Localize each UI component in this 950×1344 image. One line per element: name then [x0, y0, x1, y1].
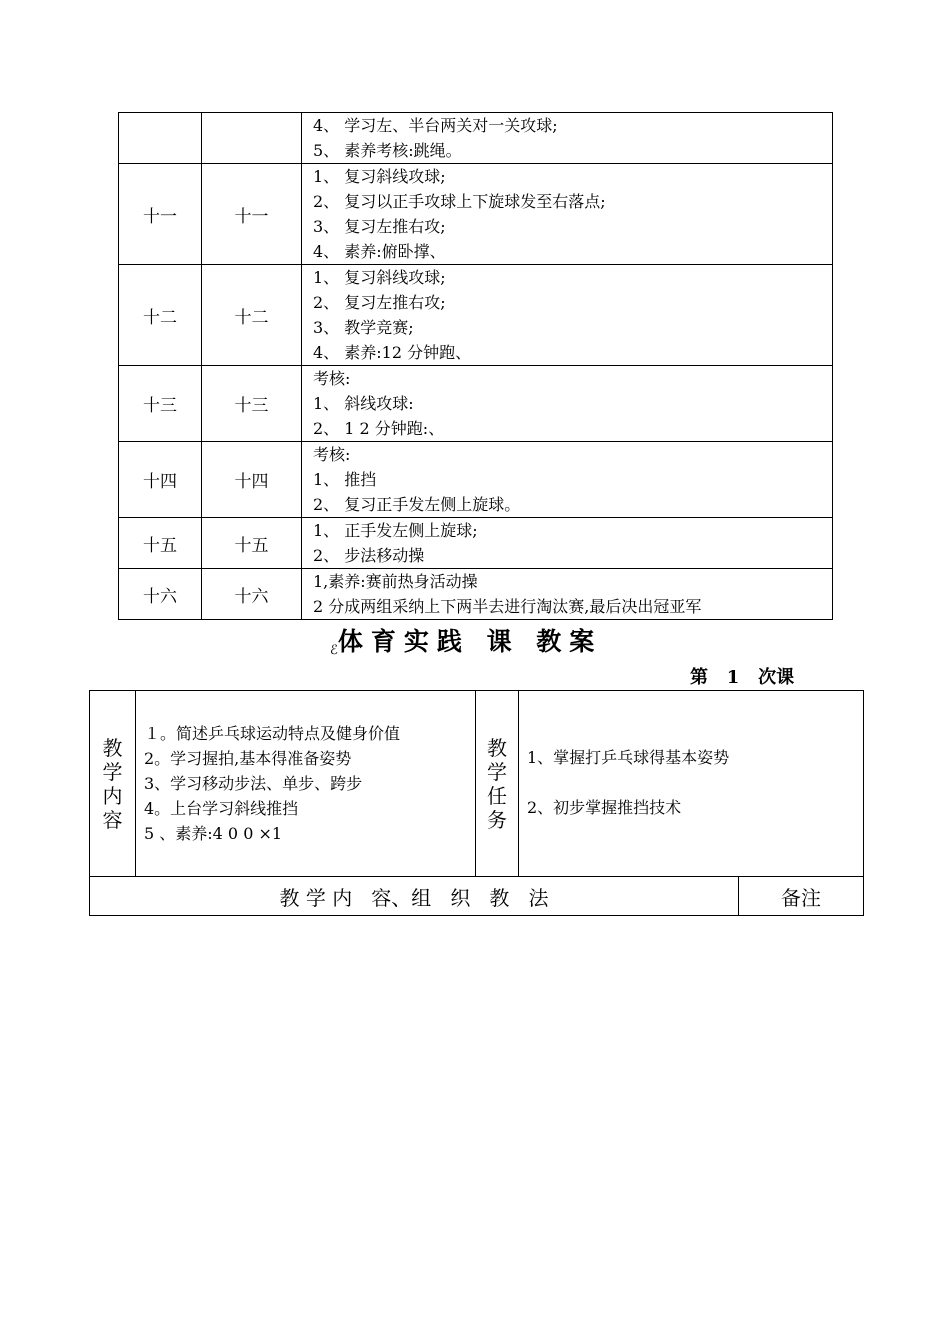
lesson-cell: 十六: [202, 569, 302, 620]
task-items: [519, 691, 864, 877]
content-line: 2、 复习左推右攻;: [313, 293, 446, 312]
content-item: 4。上台学习斜线推挡: [144, 799, 299, 818]
lesson-plan-table: [89, 690, 864, 916]
content-label: 教 学 内 容: [90, 691, 136, 877]
lesson-cell: 十二: [202, 265, 302, 366]
week-cell: 十六: [119, 569, 202, 620]
content-cell: [302, 366, 833, 442]
content-line: 1、 推挡: [313, 470, 377, 489]
content-line: 2、 复习正手发左侧上旋球。: [313, 495, 521, 514]
lesson-cell: 十一: [202, 164, 302, 265]
content-line: 5、 素养考核:跳绳。: [313, 141, 462, 160]
method-header: 教 学 内 容、组 织 教 法: [90, 877, 739, 916]
content-item: 5 、素养:4 0 0 ×1: [144, 824, 283, 843]
content-cell: [302, 164, 833, 265]
content-line: 2、 步法移动操: [313, 546, 425, 565]
content-line: 1,素养:赛前热身活动操: [313, 572, 478, 591]
content-line: 4、 素养:俯卧撑、: [313, 242, 446, 261]
content-line: 2 分成两组采纳上下两半去进行淘汰赛,最后决出冠亚军: [313, 597, 702, 616]
page-title: [330, 622, 602, 662]
schedule-row: [119, 442, 833, 518]
schedule-row: [119, 113, 833, 164]
schedule-body: [119, 113, 833, 620]
content-item: 2。学习握拍,基本得准备姿势: [144, 749, 352, 768]
week-cell: 十二: [119, 265, 202, 366]
title-text: 体育实践 课 教案: [337, 627, 603, 656]
content-line: 4、 学习左、半台两关对一关攻球;: [313, 116, 558, 135]
content-line: 1、 正手发左侧上旋球;: [313, 521, 478, 540]
content-cell: [302, 442, 833, 518]
remark-header: 备注: [739, 877, 864, 916]
task-item: 1、掌握打乒乓球得基本姿势: [527, 748, 730, 767]
content-item: １。简述乒乓球运动特点及健身价值: [144, 724, 401, 743]
week-cell: [119, 113, 202, 164]
lesson-number: 第 1 次课: [690, 667, 795, 688]
schedule-row: [119, 569, 833, 620]
schedule-row: [119, 518, 833, 569]
content-line: 2、 复习以正手攻球上下旋球发至右落点;: [313, 192, 606, 211]
task-label: 教 学 任 务: [476, 691, 519, 877]
content-line: 4、 素养:12 分钟跑、: [313, 343, 472, 362]
content-line: 考核:: [313, 369, 351, 388]
content-items: [136, 691, 476, 877]
lesson-cell: 十三: [202, 366, 302, 442]
schedule-row: [119, 265, 833, 366]
content-cell: [302, 113, 833, 164]
week-cell: 十一: [119, 164, 202, 265]
lesson-cell: 十五: [202, 518, 302, 569]
content-line: 1、 复习斜线攻球;: [313, 268, 446, 287]
content-line: 1、 斜线攻球:: [313, 394, 414, 413]
content-line: 2、 1 2 分钟跑:、: [313, 419, 445, 438]
week-cell: 十四: [119, 442, 202, 518]
content-cell: [302, 569, 833, 620]
week-cell: 十三: [119, 366, 202, 442]
schedule-row: [119, 366, 833, 442]
content-cell: [302, 518, 833, 569]
content-line: 考核:: [313, 445, 351, 464]
content-line: 1、 复习斜线攻球;: [313, 167, 446, 186]
lesson-cell: 十四: [202, 442, 302, 518]
content-item: 3、学习移动步法、单步、跨步: [144, 774, 363, 793]
schedule-table: [118, 112, 833, 620]
schedule-row: [119, 164, 833, 265]
content-line: 3、 教学竞赛;: [313, 318, 414, 337]
task-item: 2、初步掌握推挡技术: [527, 798, 682, 817]
title-mark: ℰ: [330, 643, 338, 658]
content-cell: [302, 265, 833, 366]
content-line: 3、 复习左推右攻;: [313, 217, 446, 236]
week-cell: 十五: [119, 518, 202, 569]
lesson-cell: [202, 113, 302, 164]
